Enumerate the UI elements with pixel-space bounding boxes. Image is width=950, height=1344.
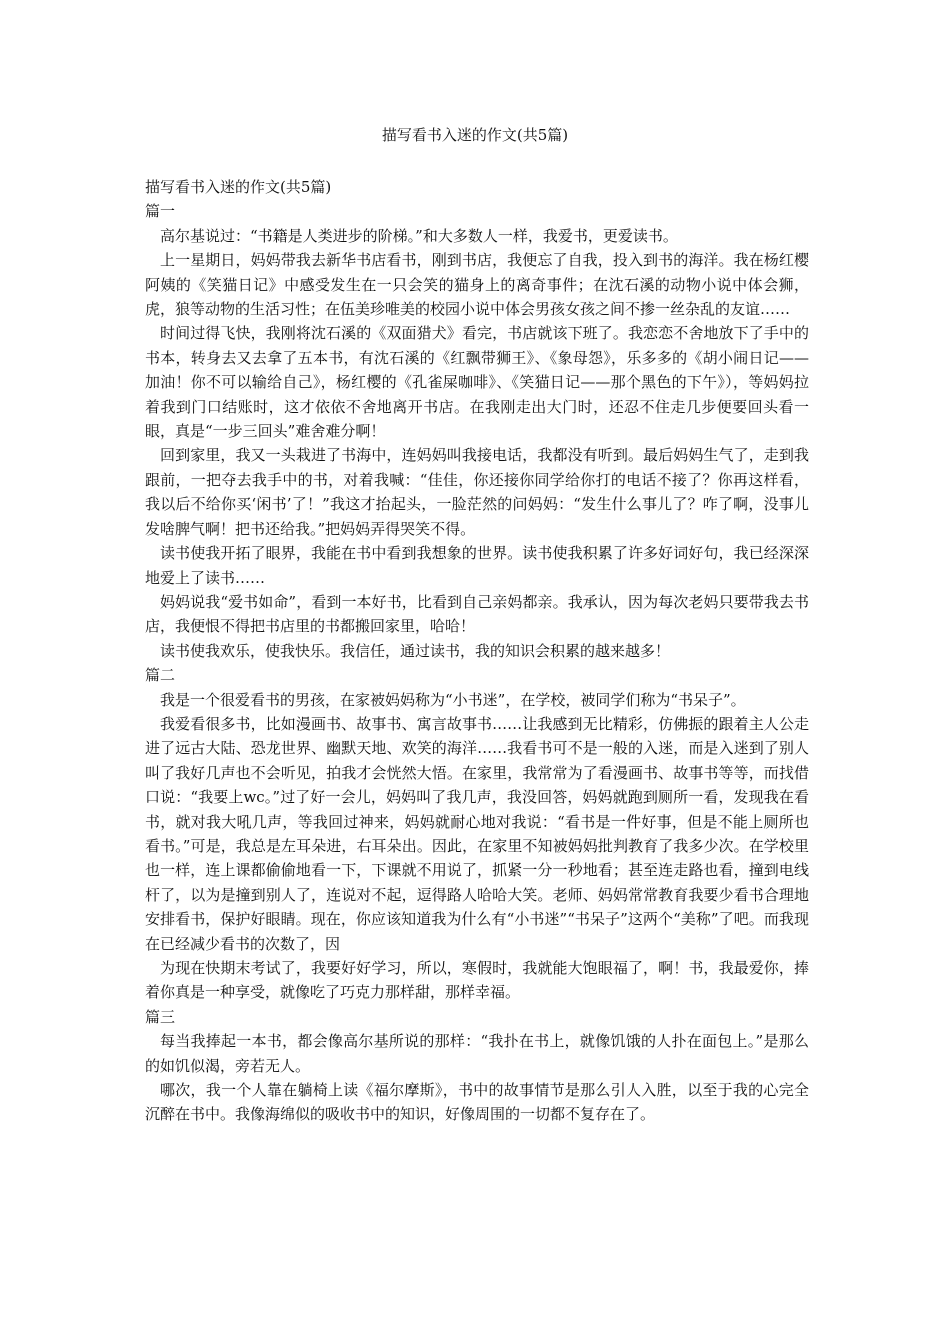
section-heading: 篇一 [145,202,176,221]
paragraph: 读书使我欢乐，使我快乐。我信任，通过读书，我的知识会积累的越来越多！ [160,641,671,660]
section-heading: 篇二 [145,666,176,685]
section-heading: 篇三 [145,1007,176,1026]
document-body [145,175,809,1127]
paragraph: 妈妈说我“爱书如命”，看到一本好书，比看到自己亲妈都亲。我承认，因为每次老妈只要带我去书店，我便恨不得把书店里的书都搬回家里，哈哈！ [145,592,809,636]
paragraph: 回到家里，我又一头栽进了书海中，连妈妈叫我接电话，我都没有听到。最后妈妈生气了，走到我跟前，一把夺去我手中的书，对着我喊：“佳佳，你还接你同学给你打的电话不接了？你再这样看，我以后不给你买‘闲书’了！”我这才抬起头，一脸茫然的问妈妈：“发生什么事儿了？咋了啊，没事儿发啥脾气啊！把书还给我。”把妈妈弄得哭笑不得。 [145,446,809,538]
paragraph: 读书使我开拓了眼界，我能在书中看到我想象的世界。读书使我积累了许多好词好句，我已经深深地爱上了读书…… [145,544,809,587]
paragraph: 时间过得飞快，我刚将沈石溪的《双面猎犬》看完，书店就该下班了。我恋恋不舍地放下了手中的书本，转身去又去拿了五本书，有沈石溪的《红飘带狮王》、《象母怨》，乐多多的《胡小闹日记——加油！你不可以输给自己》，杨红樱的《孔雀屎咖啡》、《笑猫日记——那个黑色的下午》），等妈妈拉着我到门口结账时，这才依依不舍地离开书店。在我刚走出大门时，还忍不住走几步便要回头看一眼，真是“一步三回头”难舍难分啊！ [145,324,809,441]
paragraph: 我是一个很爱看书的男孩，在家被妈妈称为“小书迷”，在学校，被同学们称为“书呆子”。 [160,690,746,709]
paragraph: 每当我捧起一本书，都会像高尔基所说的那样：“我扑在书上，就像饥饿的人扑在面包上。”是那么的如饥似渴，旁若无人。 [145,1032,809,1075]
document-subtitle: 描写看书入迷的作文(共5篇) [145,178,332,196]
paragraph: 上一星期日，妈妈带我去新华书店看书，刚到书店，我便忘了自我，投入到书的海洋。我在杨红樱阿姨的《笑猫日记》中感受发生在一只会笑的猫身上的离奇事件；在沈石溪的动物小说中体会狮，虎，狼等动物的生活习性；在伍美珍唯美的校园小说中体会男孩女孩之间不掺一丝杂乱的友谊…… [145,251,809,319]
paragraph: 高尔基说过：“书籍是人类进步的阶梯。”和大多数人一样，我爱书，更爱读书。 [160,226,678,245]
paragraph: 哪次，我一个人靠在躺椅上读《福尔摩斯》，书中的故事情节是那么引人入胜，以至于我的心完全沉醉在书中。我像海绵似的吸收书中的知识，好像周围的一切都不复存在了。 [145,1081,809,1124]
page-title: 描写看书入迷的作文(共5篇) [381,126,569,144]
paragraph: 我爱看很多书，比如漫画书、故事书、寓言故事书……让我感到无比精彩，仿佛振的跟着主人公走进了远古大陆、恐龙世界、幽默天地、欢笑的海洋……我看书可不是一般的入迷，而是入迷到了别人叫了我好几声也不会听见，拍我才会恍然大悟。在家里，我常常为了看漫画书、故事书等等，而找借口说：“我要上wc。”过了好一会儿，妈妈叫了我几声，我没回答，妈妈就跑到厕所一看，发现我在看书，就对我大吼几声，等我回过神来，妈妈就耐心地对我说：“看书是一件好事，但是不能上厕所也看书。”可是，我总是左耳朵进，右耳朵出。因此，在家里不知被妈妈批判教育了我多少次。在学校里也一样，连上课都偷偷地看一下，下课就不用说了，抓紧一分一秒地看；甚至连走路也看，撞到电线杆了，以为是撞到别人了，连说对不起，逗得路人哈哈大笑。老师、妈妈常常教育我要少看书合理地安排看书，保护好眼睛。现在，你应该知道我为什么有“小书迷”“书呆子”这两个“美称”了吧。而我现在已经减少看书的次数了，因 [145,714,809,953]
paragraph: 为现在快期末考试了，我要好好学习，所以，寒假时，我就能大饱眼福了，啊！书，我最爱你，捧着你真是一种享受，就像吃了巧克力那样甜，那样幸福。 [145,959,809,1002]
